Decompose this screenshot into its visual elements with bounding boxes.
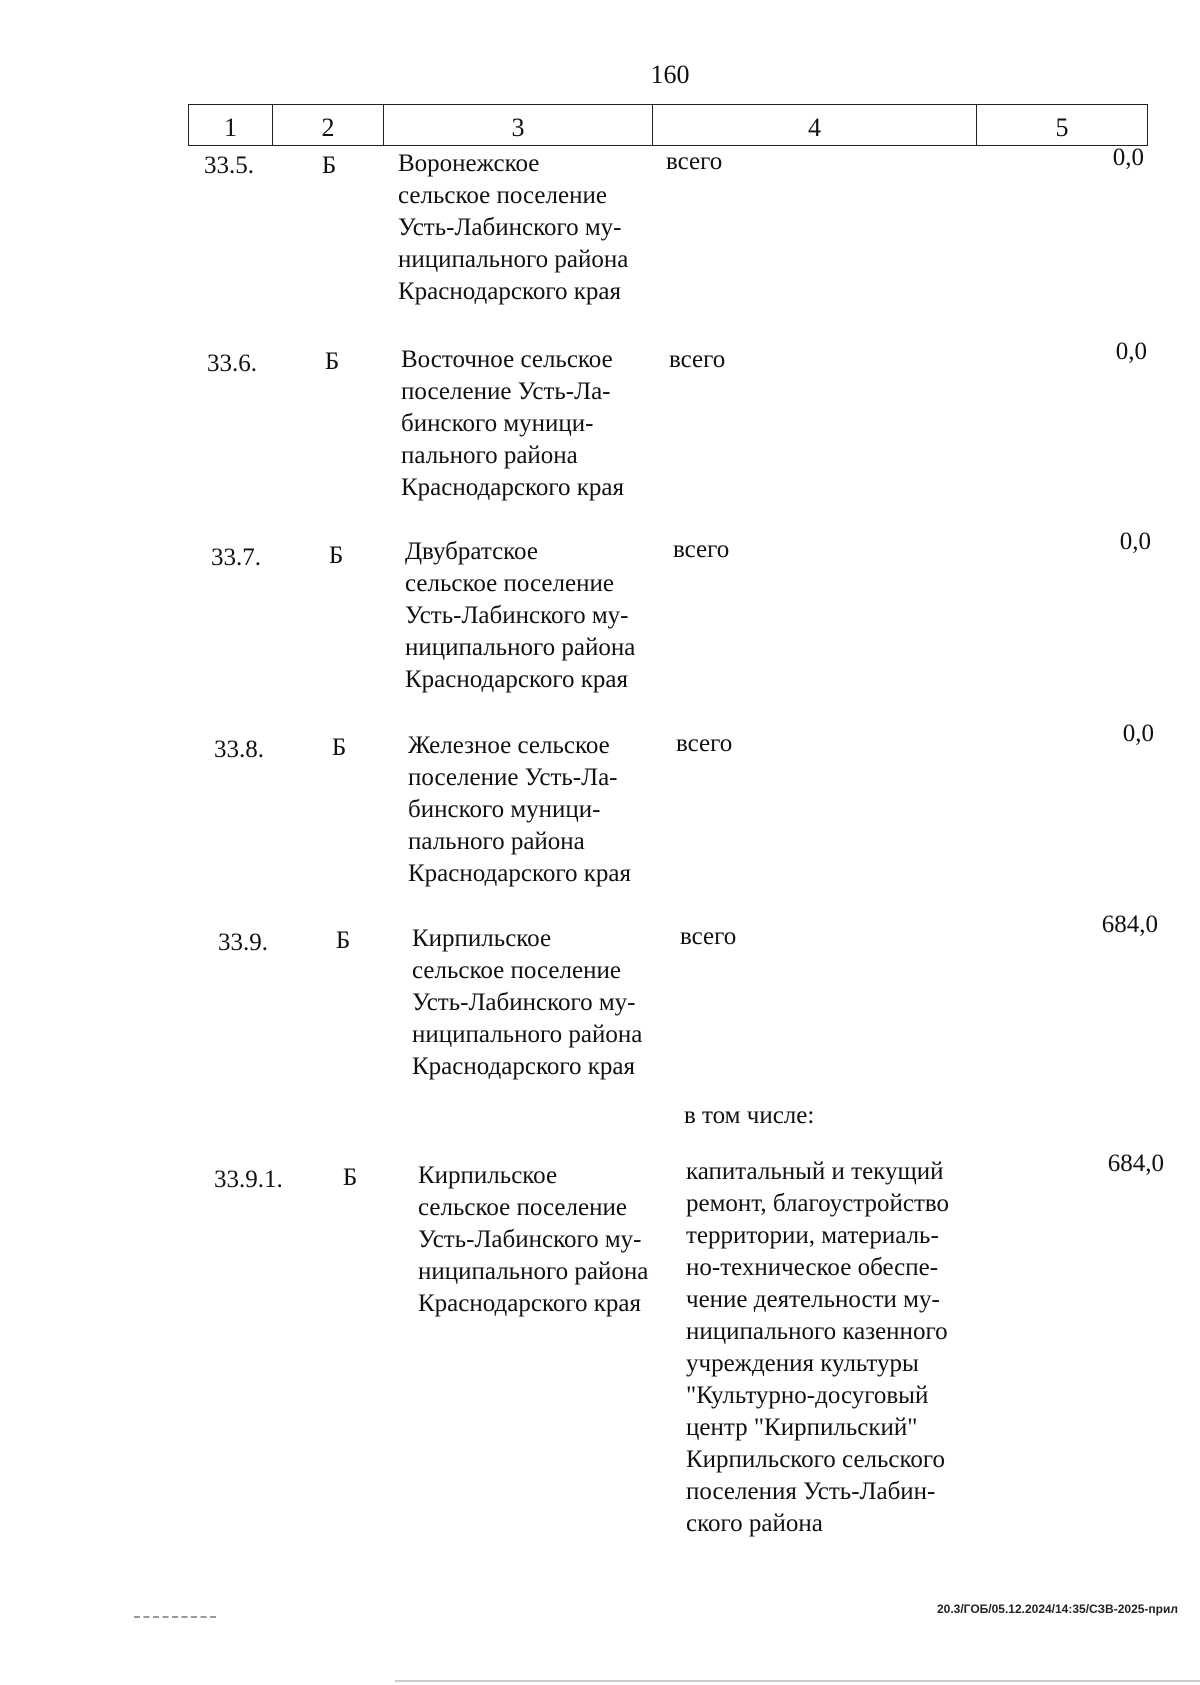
row-name-line: ниципального района xyxy=(398,246,629,273)
row-value: 0,0 xyxy=(1119,528,1151,555)
row-name-line: Краснодарского края xyxy=(398,278,621,305)
row-value: 684,0 xyxy=(1101,911,1158,938)
row-code: Б xyxy=(328,542,344,569)
row-name-line: ниципального района xyxy=(412,1021,643,1048)
row-description xyxy=(686,1156,996,1540)
row-name xyxy=(418,1160,668,1320)
row-description-line: Кирпильского сельского xyxy=(686,1446,946,1473)
row-name-line: Кирпильское xyxy=(418,1162,558,1189)
row-description-line: всего xyxy=(680,923,737,950)
row-name-line: Усть-Лабинского му- xyxy=(418,1226,642,1253)
row-name-line: Краснодарского края xyxy=(418,1290,641,1317)
row-description-line: поселения Усть-Лабин- xyxy=(686,1478,936,1505)
row-name xyxy=(408,730,658,890)
row-description-line: всего xyxy=(673,536,730,563)
row-name-line: бинского муници- xyxy=(408,796,601,823)
row-description-line: всего xyxy=(676,730,733,757)
document-stamp: 20.3/ГОБ/05.12.2024/14:35/СЗВ-2025-прил xyxy=(936,1602,1178,1616)
row-description-line: но-техническое обеспе- xyxy=(686,1254,939,1281)
row-name-line: Краснодарского края xyxy=(405,666,628,693)
row-value: 684,0 xyxy=(1107,1150,1164,1177)
row-value: 0,0 xyxy=(1122,720,1154,747)
row-name xyxy=(401,344,651,504)
row-name-line: поселение Усть-Ла- xyxy=(408,764,618,791)
row-value: 0,0 xyxy=(1112,144,1144,171)
subheading-including: в том числе: xyxy=(684,1102,815,1129)
row-number: 33.5. xyxy=(204,152,254,179)
row-name-line: Железное сельское xyxy=(408,732,610,759)
row-description-line: "Культурно-досуговый xyxy=(686,1382,929,1409)
row-name-line: сельское поселение xyxy=(412,957,621,984)
row-name xyxy=(405,536,655,696)
row-description xyxy=(666,146,976,178)
row-description-line: ниципального казенного xyxy=(686,1318,948,1345)
row-name-line: сельское поселение xyxy=(398,182,607,209)
row-description-line: ского района xyxy=(686,1510,823,1537)
row-code: Б xyxy=(342,1164,358,1191)
row-name-line: сельское поселение xyxy=(405,570,614,597)
row-description-line: территории, материаль- xyxy=(686,1222,939,1249)
row-name-line: Усть-Лабинского му- xyxy=(405,602,629,629)
row-description-line: всего xyxy=(666,148,723,175)
row-description xyxy=(669,344,979,376)
row-description-line: центр "Кирпильский" xyxy=(686,1414,918,1441)
row-number: 33.7. xyxy=(211,544,261,571)
header-col-3: 3 xyxy=(383,104,653,146)
row-description-line: ремонт, благоустройство xyxy=(686,1190,950,1217)
row-name-line: ниципального района xyxy=(405,634,636,661)
row-description xyxy=(680,921,990,953)
row-description xyxy=(676,728,986,760)
row-name-line: Кирпильское xyxy=(412,925,552,952)
header-col-4: 4 xyxy=(652,104,977,146)
row-name-line: ниципального района xyxy=(418,1258,649,1285)
row-name-line: поселение Усть-Ла- xyxy=(401,378,611,405)
table-header xyxy=(188,104,1148,146)
bottom-rule xyxy=(395,1680,1200,1682)
row-name-line: Усть-Лабинского му- xyxy=(398,214,622,241)
page-number: 160 xyxy=(650,60,690,89)
row-description-line: чение деятельности му- xyxy=(686,1286,940,1313)
row-name xyxy=(398,148,648,308)
row-code: Б xyxy=(331,734,347,761)
header-col-5: 5 xyxy=(976,104,1148,146)
row-number: 33.9.1. xyxy=(214,1166,283,1193)
row-name-line: Краснодарского края xyxy=(412,1053,635,1080)
row-number: 33.6. xyxy=(207,350,257,377)
row-name-line: сельское поселение xyxy=(418,1194,627,1221)
row-name-line: Краснодарского края xyxy=(401,474,624,501)
header-col-2: 2 xyxy=(272,104,384,146)
row-description-line: всего xyxy=(669,346,726,373)
row-description-line: капитальный и текущий xyxy=(686,1158,944,1185)
row-description xyxy=(673,534,983,566)
row-name-line: бинского муници- xyxy=(401,410,594,437)
row-code: Б xyxy=(335,927,351,954)
row-name-line: пального района xyxy=(408,828,585,855)
row-number: 33.8. xyxy=(214,736,264,763)
dash-mark xyxy=(134,1616,216,1618)
row-number: 33.9. xyxy=(218,929,268,956)
row-name-line: Воронежское xyxy=(398,150,540,177)
row-name-line: Двубратское xyxy=(405,538,538,565)
row-name-line: Восточное сельское xyxy=(401,346,613,373)
row-name-line: пального района xyxy=(401,442,578,469)
row-code: Б xyxy=(321,152,337,179)
row-name-line: Краснодарского края xyxy=(408,860,631,887)
row-value: 0,0 xyxy=(1115,338,1147,365)
row-code: Б xyxy=(324,348,340,375)
row-name-line: Усть-Лабинского му- xyxy=(412,989,636,1016)
row-description-line: учреждения культуры xyxy=(686,1350,919,1377)
row-name xyxy=(412,923,662,1083)
header-col-1: 1 xyxy=(188,104,273,146)
